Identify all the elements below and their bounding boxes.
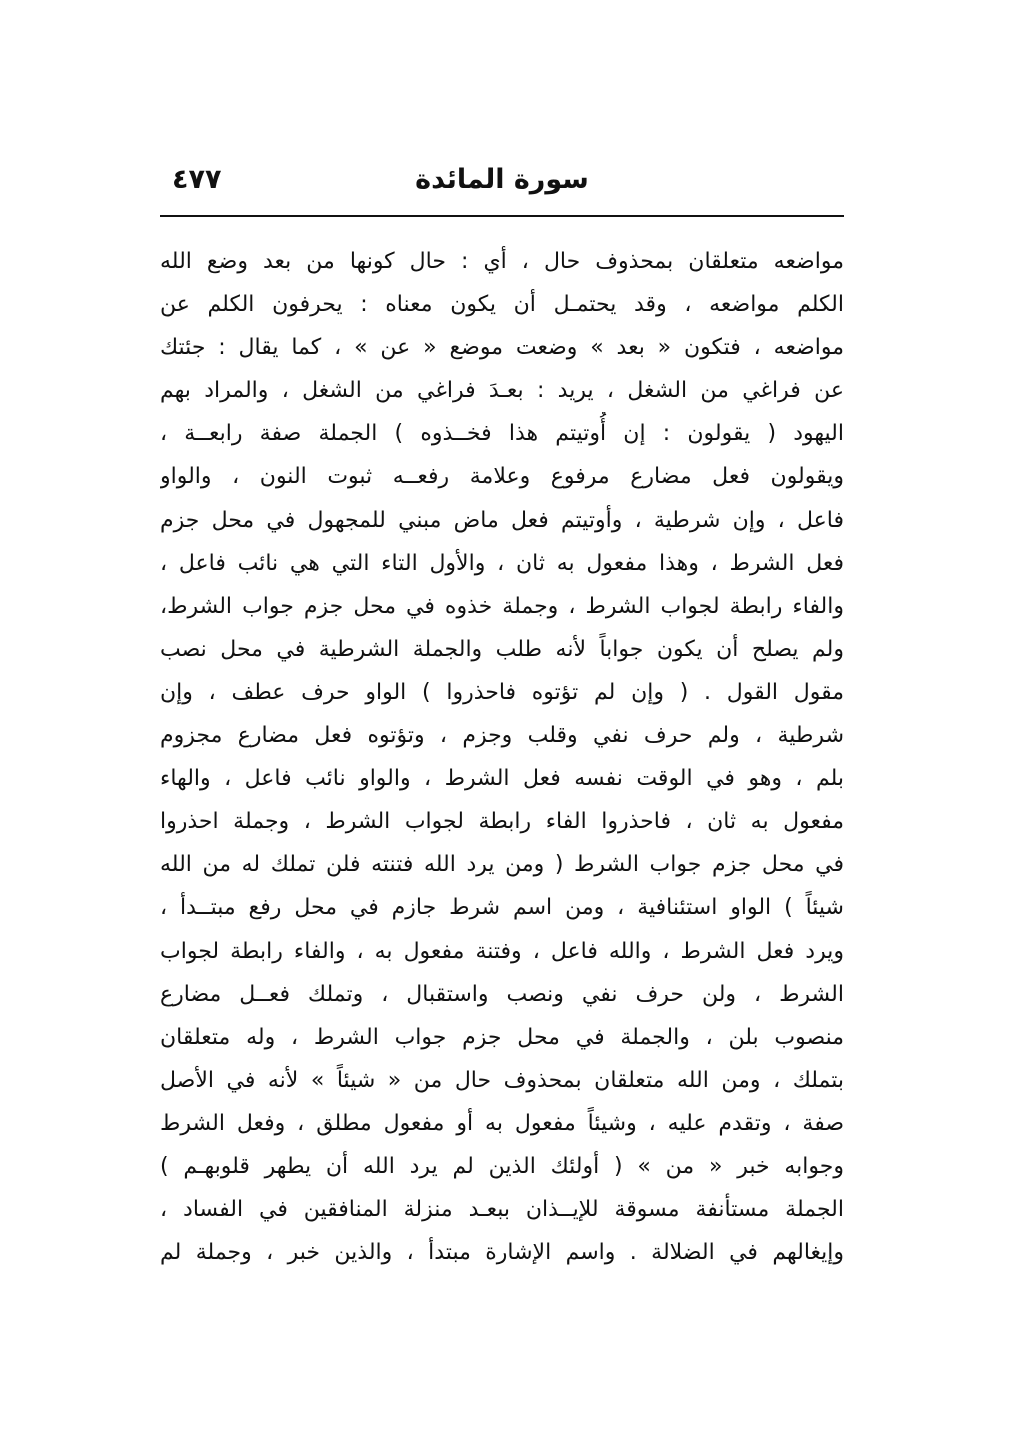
text-line: مواضعه ، فتكون « بعد » وضعت موضع « عن » ، كما يقال : جئتك (160, 335, 844, 361)
page-header (160, 158, 844, 206)
body-text (160, 240, 844, 1274)
text-line: شرطية ، ولم حرف نفي وقلب وجزم ، وتؤتوه فعل مضارع مجزوم (160, 723, 844, 749)
text-line: وإيغالهم في الضلالة . واسم الإشارة مبتدأ ، والذين خبر ، وجملة لم (160, 1240, 844, 1266)
text-line: عن فراغي من الشغل ، يريد : بعـدَ فراغي من الشغل ، والمراد بهم (160, 378, 844, 404)
surah-title: سورة المائدة (415, 164, 589, 195)
text-line: فعل الشرط ، وهذا مفعول به ثان ، والأول التاء التي هي نائب فاعل ، (160, 550, 844, 576)
text-line: بلم ، وهو في الوقت نفسه فعل الشرط ، والواو نائب فاعل ، والهاء (160, 766, 844, 792)
text-line: شيئاً ) الواو استئنافية ، ومن اسم شرط جازم في محل رفع مبتــدأ ، (160, 895, 844, 921)
text-line: ويرد فعل الشرط ، والله فاعل ، وفتنة مفعول به ، والفاء رابطة لجواب (160, 938, 844, 964)
text-line: بتملك ، ومن الله متعلقان بمحذوف حال من « شيئاً » لأنه في الأصل (160, 1067, 844, 1093)
page-number: ٤٧٧ (172, 164, 222, 195)
text-line: الكلم مواضعه ، وقد يحتمـل أن يكون معناه : يحرفون الكلم عن (160, 292, 844, 318)
text-line: اليهود ( يقولون : إن أُوتيتم هذا فخــذوه ) الجملة صفة رابعــة ، (160, 421, 844, 447)
text-line: ويقولون فعل مضارع مرفوع وعلامة رفعــه ثبوت النون ، والواو (160, 464, 844, 490)
text-line: مقول القول . ( وإن لم تؤتوه فاحذروا ) الواو حرف عطف ، وإن (160, 679, 844, 705)
text-line: مواضعه متعلقان بمحذوف حال ، أي : حال كونها من بعد وضع الله (160, 249, 844, 274)
text-line: والفاء رابطة لجواب الشرط ، وجملة خذوه في محل جزم جواب الشرط، (160, 593, 844, 619)
text-line: الشرط ، ولن حرف نفي ونصب واستقبال ، وتملك فعــل مضارع (160, 981, 844, 1007)
header-divider (160, 215, 844, 217)
text-line: الجملة مستأنفة مسوقة للإيــذان ببعـد منزلة المنافقين في الفساد ، (160, 1197, 844, 1223)
text-line: مفعول به ثان ، فاحذروا الفاء رابطة لجواب الشرط ، وجملة احذروا (160, 809, 844, 835)
text-line: منصوب بلن ، والجملة في محل جزم جواب الشرط ، وله متعلقان (160, 1024, 844, 1050)
text-line: فاعل ، وإن شرطية ، وأوتيتم فعل ماض مبني للمجهول في محل جزم (160, 507, 844, 533)
text-line: صفة ، وتقدم عليه ، وشيئاً مفعول به أو مفعول مطلق ، وفعل الشرط (160, 1110, 844, 1136)
text-line: وجوابه خبر « من » ( أولئك الذين لم يرد الله أن يطهر قلوبهـم ) (160, 1153, 844, 1179)
text-line: ولم يصلح أن يكون جواباً لأنه طلب والجملة الشرطية في محل نصب (160, 636, 844, 662)
text-line: في محل جزم جواب الشرط ( ومن يرد الله فتنته فلن تملك له من الله (160, 852, 844, 878)
